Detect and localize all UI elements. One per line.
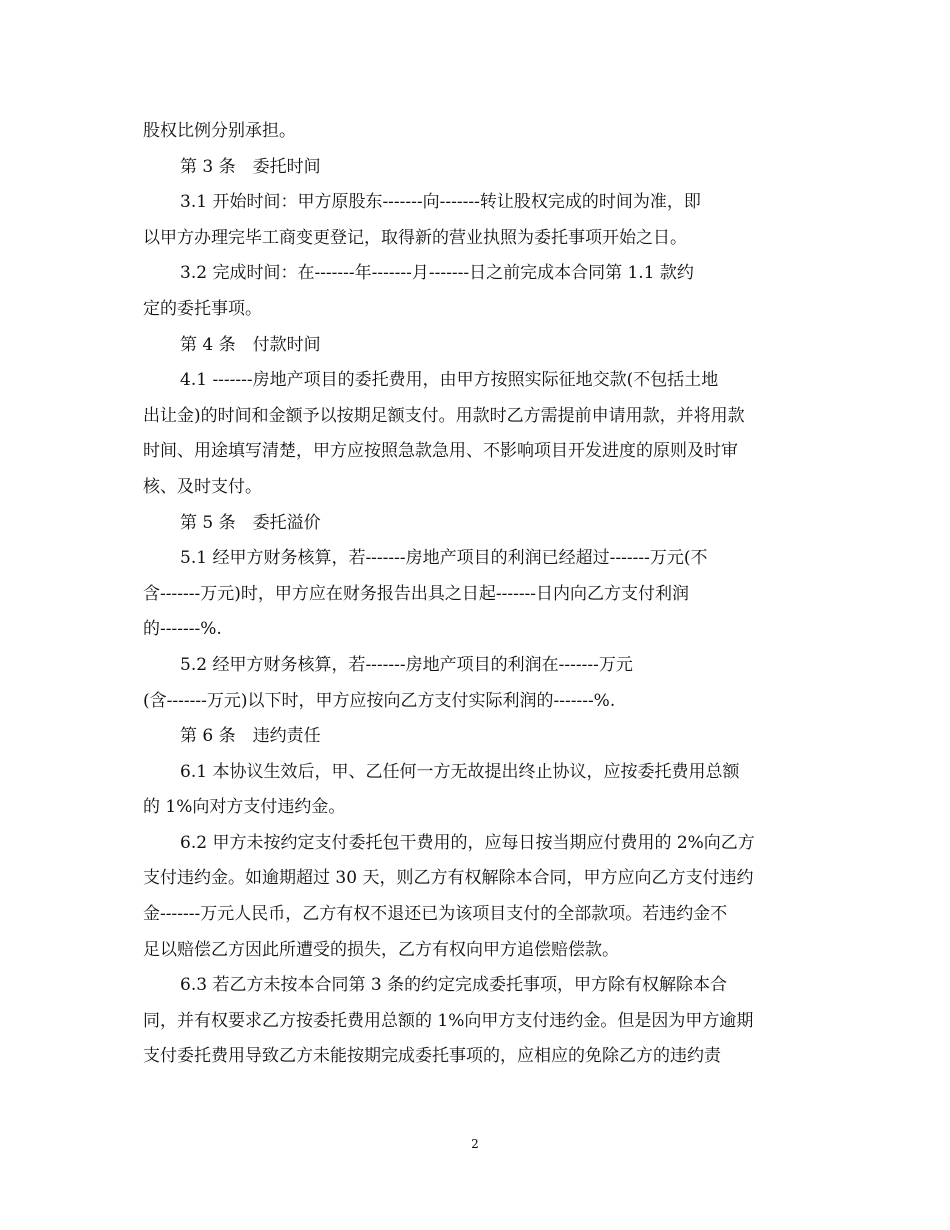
text-line: 时间、用途填写清楚，甲方应按照急款急用、不影响项目开发进度的原则及时审 bbox=[143, 441, 738, 462]
text-line: 同，并有权要求乙方按委托费用总额的 1%向甲方支付违约金。但是因为甲方逾期 bbox=[143, 1010, 754, 1031]
text-line: 支付委托费用导致乙方未能按期完成委托事项的，应相应的免除乙方的违约责 bbox=[143, 1046, 721, 1067]
text-line: 的-------%. bbox=[143, 619, 222, 640]
text-line: 第 5 条 委托溢价 bbox=[180, 512, 321, 533]
text-line: 3.1 开始时间：甲方原股东-------向-------转让股权完成的时间为准，即 bbox=[180, 192, 701, 213]
text-line: 金-------万元人民币，乙方有权不退还已为该项目支付的全部款项。若违约金不 bbox=[143, 904, 728, 925]
text-line: 第 3 条 委托时间 bbox=[180, 156, 321, 177]
contract-body bbox=[143, 114, 813, 1075]
text-line: 6.3 若乙方未按本合同第 3 条的约定完成委托事项，甲方除有权解除本合 bbox=[180, 975, 728, 996]
text-line: 足以赔偿乙方因此所遭受的损失，乙方有权向甲方追偿赔偿款。 bbox=[143, 939, 619, 960]
text-line: 支付违约金。如逾期超过 30 天，则乙方有权解除本合同，甲方应向乙方支付违约 bbox=[143, 868, 754, 889]
text-line: 5.1 经甲方财务核算，若-------房地产项目的利润已经超过-------万元(不 bbox=[180, 548, 708, 569]
text-line: 出让金)的时间和金额予以按期足额支付。用款时乙方需提前申请用款，并将用款 bbox=[143, 405, 745, 426]
text-line: 6.2 甲方未按约定支付委托包干费用的，应每日按当期应付费用的 2%向乙方 bbox=[180, 832, 755, 853]
text-line: 4.1 -------房地产项目的委托费用，由甲方按照实际征地交款(不包括土地 bbox=[180, 370, 719, 391]
text-line: 5.2 经甲方财务核算，若-------房地产项目的利润在-------万元 bbox=[180, 654, 633, 675]
text-line: 第 6 条 违约责任 bbox=[180, 726, 321, 747]
text-line: 第 4 条 付款时间 bbox=[180, 334, 321, 355]
text-line: 含-------万元)时，甲方应在财务报告出具之日起-------日内向乙方支付利润 bbox=[143, 583, 690, 604]
text-line: 6.1 本协议生效后，甲、乙任何一方无故提出终止协议，应按委托费用总额 bbox=[180, 761, 740, 782]
text-line: 的 1%向对方支付违约金。 bbox=[143, 797, 346, 818]
text-line: 核、及时支付。 bbox=[143, 476, 262, 497]
text-line: 3.2 完成时间：在-------年-------月-------日之前完成本合同第 1.1 款约 bbox=[180, 263, 694, 284]
page-number: 2 bbox=[471, 1137, 479, 1151]
text-line: (含-------万元)以下时，甲方应按向乙方支付实际利润的-------%. bbox=[143, 690, 616, 711]
text-line: 定的委托事项。 bbox=[143, 298, 262, 319]
text-line: 股权比例分别承担。 bbox=[143, 121, 296, 141]
text-line: 以甲方办理完毕工商变更登记，取得新的营业执照为委托事项开始之日。 bbox=[143, 227, 687, 248]
